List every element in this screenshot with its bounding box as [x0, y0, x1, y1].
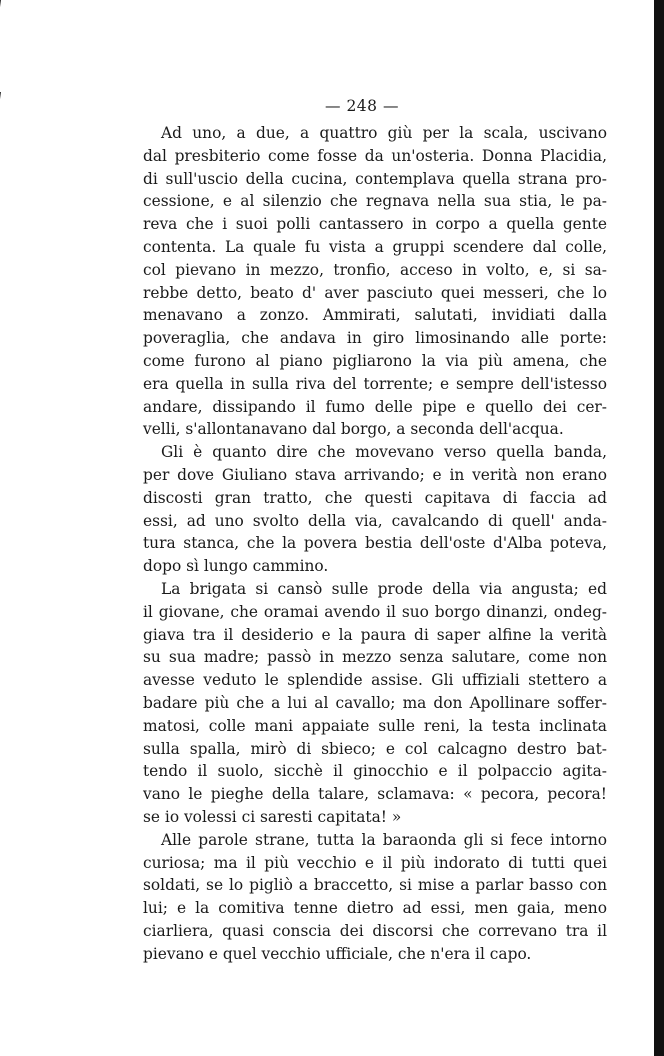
text-line: vano le pieghe della talare, sclamava: « pecora, pecora!: [143, 785, 607, 804]
text-line: sulla spalla, mirò di sbieco; e col calcagno destro bat-: [143, 739, 607, 758]
text-line: andare, dissipando il fumo delle pipe e quello dei cer-: [143, 397, 607, 416]
text-line: Gli è quanto dire che movevano verso quella banda,: [161, 443, 607, 462]
text-line: per dove Giuliano stava arrivando; e in verità non erano: [143, 465, 607, 484]
text-line: Alle parole strane, tutta la baraonda gli si fece intorno: [161, 830, 607, 849]
text-line: giava tra il desiderio e la paura di saper alfine la verità: [143, 625, 607, 644]
text-line: matosi, colle mani appaiate sulle reni, la testa inclinata: [143, 716, 607, 735]
text-line: cessione, e al silenzio che regnava nella sua stia, le pa-: [143, 192, 607, 211]
text-line: come furono al piano pigliarono la via più amena, che: [143, 351, 607, 370]
text-line: tendo il suolo, sicchè il ginocchio e il polpaccio agita-: [143, 762, 607, 781]
text-line: lui; e la comitiva tenne dietro ad essi, men gaia, meno: [143, 899, 607, 918]
text-line: col pievano in mezzo, tronfio, acceso in volto, e, si sa-: [143, 260, 607, 279]
text-line: curiosa; ma il più vecchio e il più indorato di tutti quei: [143, 853, 607, 872]
page-number: — 248 —: [325, 97, 399, 115]
text-line: menavano a zonzo. Ammirati, salutati, invidiati dalla: [143, 306, 607, 325]
text-line: rebbe detto, beato d' aver pasciuto quei messeri, che lo: [143, 283, 607, 302]
scan-right-border: [654, 0, 664, 1056]
text-line: pievano e quel vecchio ufficiale, che n'era il capo.: [143, 944, 532, 963]
text-line: su sua madre; passò in mezzo senza salutare, come non: [143, 648, 607, 667]
text-line: poveraglia, che andava in giro limosinando alle porte:: [143, 329, 607, 348]
text-line: ciarliera, quasi conscia dei discorsi che correvano tra il: [143, 921, 607, 940]
text-line: dopo sì lungo cammino.: [143, 557, 329, 576]
text-line: se io volessi ci saresti capitata! »: [143, 807, 402, 826]
text-line: essi, ad uno svolto della via, cavalcando di quell' anda-: [143, 511, 607, 530]
text-line: discosti gran tratto, che questi capitava di faccia ad: [143, 488, 607, 507]
text-line: tura stanca, che la povera bestia dell'oste d'Alba poteva,: [143, 534, 607, 553]
text-line: dal presbiterio come fosse da un'osteria. Donna Placidia,: [143, 146, 607, 165]
text-line: Ad uno, a due, a quattro giù per la scala, uscivano: [161, 124, 607, 142]
text-line: contenta. La quale fu vista a gruppi scendere dal colle,: [143, 237, 607, 256]
text-line: avesse veduto le splendide assise. Gli uffiziali stettero a: [143, 671, 607, 690]
text-line: di sull'uscio della cucina, contemplava quella strana pro-: [143, 169, 607, 188]
body-text: [143, 122, 607, 965]
page-edge-mark-top: [0, 0, 4, 40]
text-line: velli, s'allontanavano dal borgo, a seconda dell'acqua.: [143, 420, 564, 439]
text-line: soldati, se lo pigliò a braccetto, si mise a parlar basso con: [143, 876, 607, 895]
text-line: La brigata si cansò sulle prode della via angusta; ed: [161, 579, 607, 598]
text-line: badare più che a lui al cavallo; ma don Apollinare soffer-: [143, 693, 607, 712]
text-line: reva che i suoi polli cantassero in corpo a quella gente: [143, 215, 607, 234]
text-line: era quella in sulla riva del torrente; e sempre dell'istesso: [143, 374, 607, 393]
text-line: il giovane, che oramai avendo il suo borgo dinanzi, ondeg-: [143, 602, 607, 621]
